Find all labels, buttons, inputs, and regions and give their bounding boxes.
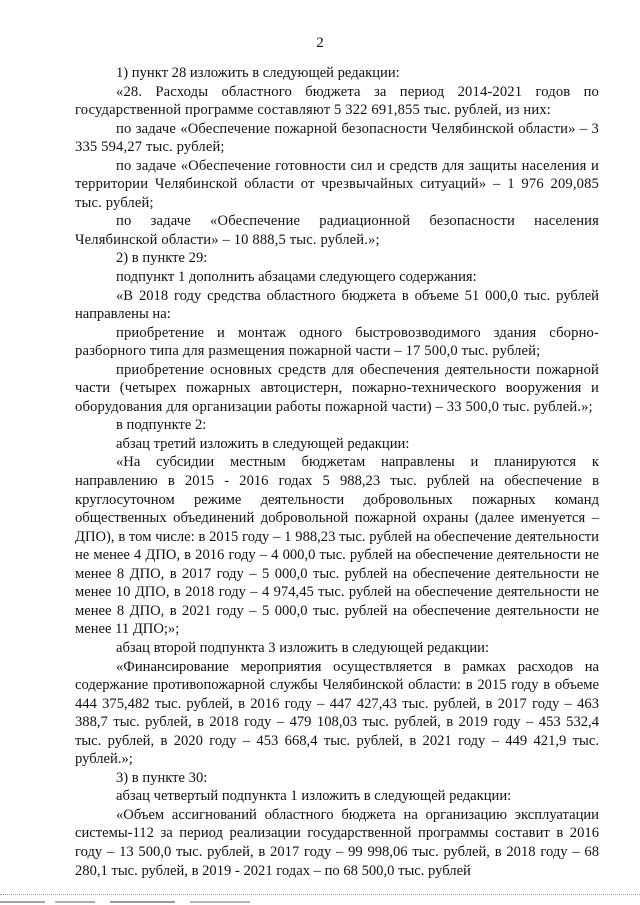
- paragraph-11: в подпункте 2:: [116, 417, 207, 434]
- scan-artifact-line: [0, 901, 250, 903]
- paragraph-9: приобретение и монтаж одного быстровозводимого здания сборно-разборного типа для размещения пожарной части – 17 500,0 тыс. рублей;: [75, 324, 599, 360]
- paragraph-1: 1) пункт 28 изложить в следующей редакции:: [116, 65, 400, 81]
- paragraph-8: «В 2018 году средства областного бюджета в объеме 51 000,0 тыс. рублей направлены на:: [75, 287, 599, 323]
- paragraph-3: по задаче «Обеспечение пожарной безопасности Челябинской области» – 3 335 594,27 тыс. рублей;: [75, 120, 599, 156]
- paragraph-5: по задаче «Обеспечение радиационной безопасности населения Челябинской области» – 10 888,5 тыс. рублей.»;: [75, 213, 599, 248]
- paragraph-7: подпункт 1 дополнить абзацами следующего содержания:: [116, 269, 477, 286]
- paragraph-4: по задаче «Обеспечение готовности сил и средств для защиты населения и территории Челябинской области от чрезвычайных ситуаций» – 1 976 209,085 тыс. рублей;: [75, 157, 599, 211]
- paragraph-6: 2) в пункте 29:: [116, 250, 208, 267]
- paragraph-17: абзац четвертый подпункта 1 изложить в следующей редакции:: [116, 788, 512, 805]
- paragraph-12: абзац третий изложить в следующей редакции:: [116, 435, 410, 452]
- document-body: [75, 64, 599, 880]
- paragraph-14: абзац второй подпункта 3 изложить в следующей редакции:: [116, 639, 490, 656]
- page-number: 2: [316, 35, 324, 51]
- paragraph-18: «Объем ассигнований областного бюджета на организацию эксплуатации системы-112 за период реализации государственной программы составит в 2016 году – 13 500,0 тыс. рублей, в 2017 году – 99 998,06 тыс. рублей, в 2018 году – 68 280,1 тыс. рублей, в 2019 - 2021 годах – по 68 500,0 тыс. рублей: [75, 806, 599, 879]
- paragraph-15: «Финансирование мероприятия осуществляется в рамках расходов на содержание противопожарной службы Челябинской области: в 2015 году в объеме 444 375,482 тыс. рублей, в 2016 году – 447 427,43 тыс. рублей, в 2017 году – 463 388,7 тыс. рублей, в 2018 году – 479 108,03 тыс. рублей, в 2019 году – 453 532,4 тыс. рублей, в 2020 году – 453 668,4 тыс. рублей, в 2021 году – 449 421,9 тыс. рублей.»;: [75, 658, 599, 768]
- paragraph-16: 3) в пункте 30:: [116, 769, 208, 786]
- scan-bottom-edge: [0, 894, 640, 895]
- paragraph-13: «На субсидии местным бюджетам направлены и планируются к направлению в 2015 - 2016 годах 5 988,23 тыс. рублей на обеспечение в круглосуточном режиме деятельности добровольных пожарных команд общественных объединений добровольной пожарной охраны (далее именуется – ДПО), в том числе: в 2015 году – 1 988,23 тыс. рублей на обеспечение деятельности не менее 4 ДПО, в 2016 году – 4 000,0 тыс. рублей на обеспечение деятельности не менее 8 ДПО, в 2017 году – 5 000,0 тыс. рублей на обеспечение деятельности не менее 10 ДПО, в 2018 году – 4 974,45 тыс. рублей на обеспечение деятельности не менее 8 ДПО, в 2021 году – 5 000,0 тыс. рублей на обеспечение деятельности не менее 11 ДПО;»;: [75, 454, 599, 638]
- paragraph-2: «28. Расходы областного бюджета за период 2014-2021 годов по государственной программе составляют 5 322 691,855 тыс. рублей, из них:: [75, 83, 599, 119]
- paragraph-10: приобретение основных средств для обеспечения деятельности пожарной части (четырех пожарных автоцистерн, пожарно-технического вооружения и оборудования для организации работы пожарной части) – 33 500,0 тыс. рублей.»;: [75, 361, 599, 415]
